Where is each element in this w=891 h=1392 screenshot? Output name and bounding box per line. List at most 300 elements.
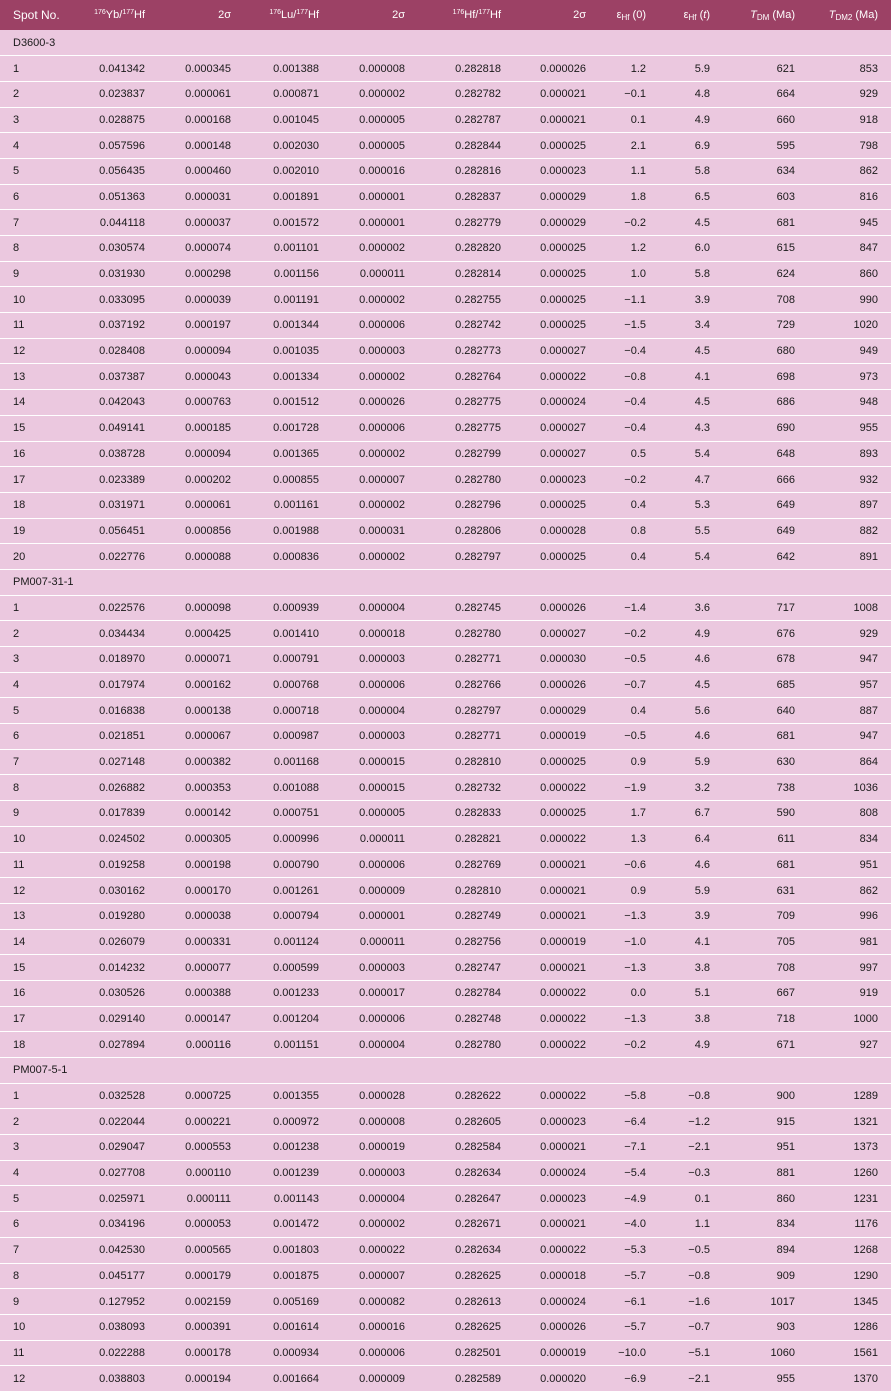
cell-tdm2: 1036 — [853, 781, 878, 794]
cell-tdm: 590 — [776, 807, 795, 820]
cell-yb-hf: 0.049141 — [99, 422, 145, 435]
cell-tdm2: 1020 — [853, 319, 878, 332]
cell-epsilon-hf-0: 0.1 — [630, 113, 646, 126]
table-row — [0, 1109, 891, 1135]
cell-epsilon-hf-0: −1.3 — [624, 961, 646, 974]
cell-spot: 4 — [13, 1167, 20, 1180]
cell-spot: 13 — [13, 370, 26, 383]
cell-epsilon-hf-0: 0.4 — [630, 550, 646, 563]
cell-2sigma-hf: 0.000026 — [540, 1321, 586, 1334]
cell-2sigma-lu: 0.000004 — [359, 601, 405, 614]
cell-2sigma-hf: 0.000025 — [540, 807, 586, 820]
cell-yb-hf: 0.045177 — [99, 1269, 145, 1282]
cell-spot: 8 — [13, 1269, 20, 1282]
cell-lu-hf: 0.001035 — [273, 345, 319, 358]
cell-yb-hf: 0.127952 — [99, 1295, 145, 1308]
cell-2sigma-yb: 0.000074 — [185, 242, 231, 255]
table-row — [0, 1083, 891, 1109]
table-row — [0, 364, 891, 390]
cell-2sigma-lu: 0.000026 — [359, 396, 405, 409]
cell-2sigma-hf: 0.000022 — [540, 987, 586, 1000]
cell-tdm2: 947 — [859, 653, 878, 666]
cell-hf-hf: 0.282780 — [455, 1038, 501, 1051]
cell-hf-hf: 0.282814 — [455, 268, 501, 281]
table-row — [0, 1263, 891, 1289]
cell-yb-hf: 0.018970 — [99, 653, 145, 666]
cell-yb-hf: 0.021851 — [99, 730, 145, 743]
table-row — [0, 826, 891, 852]
cell-2sigma-lu: 0.000019 — [359, 1141, 405, 1154]
cell-tdm: 631 — [776, 884, 795, 897]
cell-hf-hf: 0.282844 — [455, 139, 501, 152]
cell-tdm2: 951 — [859, 858, 878, 871]
cell-hf-hf: 0.282634 — [455, 1244, 501, 1257]
cell-2sigma-lu: 0.000008 — [359, 1115, 405, 1128]
cell-tdm2: 897 — [859, 499, 878, 512]
cell-yb-hf: 0.022044 — [99, 1115, 145, 1128]
cell-yb-hf: 0.033095 — [99, 293, 145, 306]
cell-spot: 9 — [13, 268, 20, 281]
cell-spot: 11 — [13, 858, 25, 871]
cell-hf-hf: 0.282747 — [455, 961, 501, 974]
cell-epsilon-hf-t: −0.7 — [688, 1321, 710, 1334]
cell-2sigma-hf: 0.000028 — [540, 524, 586, 537]
cell-tdm2: 932 — [859, 473, 878, 486]
cell-spot: 17 — [13, 473, 26, 486]
cell-2sigma-hf: 0.000021 — [540, 88, 586, 101]
col-epsilon-hf-t: $\varepsilon_{Hf}$ (t) — [683, 9, 710, 22]
cell-2sigma-yb: 0.000162 — [185, 679, 231, 692]
cell-tdm: 705 — [776, 935, 795, 948]
cell-2sigma-yb: 0.000194 — [185, 1372, 231, 1385]
cell-spot: 1 — [13, 62, 20, 75]
cell-epsilon-hf-t: 3.6 — [694, 601, 710, 614]
cell-lu-hf: 0.000996 — [273, 833, 319, 846]
table-row — [0, 595, 891, 621]
cell-2sigma-lu: 0.000003 — [359, 961, 405, 974]
cell-yb-hf: 0.026882 — [99, 781, 145, 794]
cell-2sigma-yb: 0.000061 — [185, 88, 231, 101]
table-row — [0, 1006, 891, 1032]
cell-tdm2: 1289 — [853, 1090, 878, 1103]
cell-tdm2: 862 — [859, 165, 878, 178]
cell-lu-hf: 0.001151 — [273, 1038, 319, 1051]
table-row — [0, 621, 891, 647]
cell-tdm: 648 — [776, 447, 795, 460]
cell-tdm2: 918 — [859, 113, 878, 126]
cell-epsilon-hf-0: −0.2 — [624, 473, 646, 486]
cell-lu-hf: 0.000768 — [273, 679, 319, 692]
cell-epsilon-hf-0: −0.1 — [624, 88, 646, 101]
cell-hf-hf: 0.282771 — [455, 730, 501, 743]
cell-2sigma-lu: 0.000001 — [359, 910, 405, 923]
cell-epsilon-hf-0: −5.3 — [624, 1244, 646, 1257]
cell-hf-hf: 0.282810 — [455, 756, 501, 769]
cell-2sigma-lu: 0.000002 — [359, 88, 405, 101]
cell-spot: 16 — [13, 447, 26, 460]
cell-spot: 20 — [13, 550, 26, 563]
cell-spot: 18 — [13, 1038, 26, 1051]
cell-epsilon-hf-0: −6.4 — [624, 1115, 646, 1128]
cell-epsilon-hf-t: 4.5 — [694, 679, 710, 692]
cell-hf-hf: 0.282818 — [455, 62, 501, 75]
cell-2sigma-lu: 0.000006 — [359, 422, 405, 435]
cell-lu-hf: 0.000972 — [273, 1115, 319, 1128]
cell-2sigma-yb: 0.000391 — [185, 1321, 231, 1334]
cell-epsilon-hf-0: −0.2 — [624, 627, 646, 640]
cell-2sigma-hf: 0.000021 — [540, 910, 586, 923]
cell-tdm2: 948 — [859, 396, 878, 409]
cell-tdm: 681 — [776, 730, 795, 743]
cell-yb-hf: 0.019280 — [99, 910, 145, 923]
cell-spot: 11 — [13, 1346, 25, 1359]
cell-spot: 5 — [13, 704, 20, 717]
cell-2sigma-lu: 0.000007 — [359, 473, 405, 486]
cell-2sigma-lu: 0.000028 — [359, 1090, 405, 1103]
cell-tdm2: 864 — [859, 756, 878, 769]
cell-2sigma-yb: 0.000331 — [185, 935, 231, 948]
cell-spot: 14 — [13, 935, 26, 948]
cell-2sigma-lu: 0.000082 — [359, 1295, 405, 1308]
col-2sigma-lu: 2σ — [392, 9, 405, 21]
cell-2sigma-hf: 0.000027 — [540, 447, 586, 460]
cell-epsilon-hf-0: −0.6 — [624, 858, 646, 871]
cell-epsilon-hf-t: 5.8 — [694, 165, 710, 178]
table-row — [0, 1366, 891, 1392]
cell-tdm2: 808 — [859, 807, 878, 820]
sample-group-row — [0, 30, 891, 56]
cell-2sigma-lu: 0.000017 — [359, 987, 405, 1000]
cell-2sigma-lu: 0.000005 — [359, 807, 405, 820]
cell-2sigma-yb: 0.000353 — [185, 781, 231, 794]
cell-yb-hf: 0.027894 — [99, 1038, 145, 1051]
table-row — [0, 647, 891, 673]
cell-tdm: 903 — [776, 1321, 795, 1334]
cell-tdm: 595 — [776, 139, 795, 152]
cell-epsilon-hf-0: −1.5 — [624, 319, 646, 332]
cell-tdm: 666 — [776, 473, 795, 486]
cell-yb-hf: 0.023389 — [99, 473, 145, 486]
table-row — [0, 672, 891, 698]
cell-2sigma-yb: 0.000061 — [185, 499, 231, 512]
cell-yb-hf: 0.042530 — [99, 1244, 145, 1257]
table-row — [0, 338, 891, 364]
cell-lu-hf: 0.001168 — [273, 756, 319, 769]
cell-2sigma-lu: 0.000002 — [359, 499, 405, 512]
cell-epsilon-hf-t: 5.6 — [694, 704, 710, 717]
cell-2sigma-yb: 0.002159 — [185, 1295, 231, 1308]
cell-tdm: 678 — [776, 653, 795, 666]
cell-hf-hf: 0.282784 — [455, 987, 501, 1000]
cell-spot: 7 — [13, 216, 20, 229]
cell-tdm: 915 — [776, 1115, 795, 1128]
cell-lu-hf: 0.001191 — [273, 293, 319, 306]
cell-tdm: 718 — [776, 1012, 795, 1025]
cell-tdm: 681 — [776, 216, 795, 229]
cell-lu-hf: 0.001472 — [273, 1218, 319, 1231]
cell-2sigma-hf: 0.000024 — [540, 1167, 586, 1180]
cell-hf-hf: 0.282755 — [455, 293, 501, 306]
cell-2sigma-yb: 0.000147 — [185, 1012, 231, 1025]
cell-hf-hf: 0.282797 — [455, 550, 501, 563]
cell-2sigma-hf: 0.000027 — [540, 345, 586, 358]
cell-tdm: 738 — [776, 781, 795, 794]
cell-tdm2: 957 — [859, 679, 878, 692]
cell-yb-hf: 0.042043 — [99, 396, 145, 409]
cell-2sigma-lu: 0.000006 — [359, 679, 405, 692]
cell-epsilon-hf-t: 4.6 — [694, 653, 710, 666]
cell-epsilon-hf-0: −0.2 — [624, 1038, 646, 1051]
cell-hf-hf: 0.282742 — [455, 319, 501, 332]
cell-yb-hf: 0.022576 — [99, 601, 145, 614]
cell-epsilon-hf-t: 3.4 — [694, 319, 710, 332]
cell-epsilon-hf-t: 6.7 — [694, 807, 710, 820]
cell-lu-hf: 0.001614 — [273, 1321, 319, 1334]
cell-tdm2: 1268 — [853, 1244, 878, 1257]
cell-tdm: 624 — [776, 268, 795, 281]
cell-epsilon-hf-0: −5.8 — [624, 1090, 646, 1103]
table-row — [0, 903, 891, 929]
cell-yb-hf: 0.041342 — [99, 62, 145, 75]
cell-epsilon-hf-t: 4.9 — [694, 113, 710, 126]
cell-epsilon-hf-0: 1.3 — [630, 833, 646, 846]
cell-2sigma-lu: 0.000003 — [359, 1167, 405, 1180]
cell-2sigma-lu: 0.000011 — [359, 935, 405, 948]
cell-2sigma-yb: 0.000094 — [185, 447, 231, 460]
cell-2sigma-lu: 0.000016 — [359, 1321, 405, 1334]
cell-2sigma-hf: 0.000026 — [540, 62, 586, 75]
cell-spot: 3 — [13, 653, 20, 666]
cell-epsilon-hf-0: 0.0 — [630, 987, 646, 1000]
cell-2sigma-lu: 0.000002 — [359, 370, 405, 383]
cell-2sigma-lu: 0.000002 — [359, 447, 405, 460]
cell-2sigma-hf: 0.000022 — [540, 1090, 586, 1103]
cell-epsilon-hf-t: 4.5 — [694, 396, 710, 409]
cell-2sigma-yb: 0.000053 — [185, 1218, 231, 1231]
sample-group-row — [0, 1058, 891, 1084]
cell-tdm: 660 — [776, 113, 795, 126]
cell-2sigma-hf: 0.000025 — [540, 293, 586, 306]
cell-tdm: 681 — [776, 858, 795, 871]
cell-epsilon-hf-t: 4.3 — [694, 422, 710, 435]
table-row — [0, 467, 891, 493]
cell-tdm: 1060 — [770, 1346, 795, 1359]
cell-tdm: 955 — [776, 1372, 795, 1385]
cell-tdm: 676 — [776, 627, 795, 640]
table-body — [0, 30, 891, 1391]
cell-hf-hf: 0.282732 — [455, 781, 501, 794]
cell-hf-hf: 0.282756 — [455, 935, 501, 948]
cell-2sigma-hf: 0.000021 — [540, 113, 586, 126]
cell-epsilon-hf-t: 6.4 — [694, 833, 710, 846]
cell-2sigma-lu: 0.000022 — [359, 1244, 405, 1257]
cell-2sigma-hf: 0.000027 — [540, 627, 586, 640]
table-row — [0, 107, 891, 133]
cell-tdm: 708 — [776, 293, 795, 306]
cell-2sigma-hf: 0.000026 — [540, 601, 586, 614]
cell-hf-hf: 0.282787 — [455, 113, 501, 126]
col-2sigma-yb: 2σ — [218, 9, 231, 21]
cell-2sigma-lu: 0.000011 — [359, 833, 405, 846]
cell-2sigma-yb: 0.000170 — [185, 884, 231, 897]
cell-epsilon-hf-t: −0.3 — [688, 1167, 710, 1180]
cell-2sigma-yb: 0.000111 — [186, 1192, 231, 1205]
cell-spot: 5 — [13, 165, 20, 178]
cell-tdm2: 893 — [859, 447, 878, 460]
cell-tdm: 686 — [776, 396, 795, 409]
cell-yb-hf: 0.019258 — [99, 858, 145, 871]
cell-hf-hf: 0.282647 — [455, 1192, 501, 1205]
cell-yb-hf: 0.031971 — [99, 499, 145, 512]
cell-epsilon-hf-t: 6.0 — [694, 242, 710, 255]
cell-lu-hf: 0.001988 — [273, 524, 319, 537]
cell-epsilon-hf-t: 0.1 — [694, 1192, 710, 1205]
cell-spot: 7 — [13, 756, 20, 769]
cell-epsilon-hf-0: 0.9 — [630, 884, 646, 897]
cell-hf-hf: 0.282589 — [455, 1372, 501, 1385]
cell-epsilon-hf-t: −0.8 — [688, 1090, 710, 1103]
cell-hf-hf: 0.282766 — [455, 679, 501, 692]
cell-spot: 10 — [13, 1321, 26, 1334]
cell-hf-hf: 0.282779 — [455, 216, 501, 229]
col-epsilon-hf-0: $\varepsilon_{Hf}$ (0) — [616, 9, 646, 22]
cell-2sigma-lu: 0.000018 — [359, 627, 405, 640]
cell-tdm2: 919 — [859, 987, 878, 1000]
cell-spot: 1 — [13, 1090, 20, 1103]
cell-epsilon-hf-t: 5.8 — [694, 268, 710, 281]
cell-2sigma-yb: 0.000221 — [185, 1115, 231, 1128]
cell-epsilon-hf-0: −0.4 — [624, 345, 646, 358]
cell-epsilon-hf-0: 1.0 — [630, 268, 646, 281]
cell-yb-hf: 0.025971 — [99, 1192, 145, 1205]
cell-tdm2: 1000 — [853, 1012, 878, 1025]
table-row — [0, 749, 891, 775]
cell-tdm2: 973 — [859, 370, 878, 383]
cell-2sigma-lu: 0.000006 — [359, 858, 405, 871]
cell-2sigma-hf: 0.000021 — [540, 884, 586, 897]
table-row — [0, 133, 891, 159]
cell-2sigma-lu: 0.000006 — [359, 319, 405, 332]
cell-hf-hf: 0.282605 — [455, 1115, 501, 1128]
cell-epsilon-hf-t: 4.9 — [694, 627, 710, 640]
cell-tdm2: 847 — [859, 242, 878, 255]
cell-hf-hf: 0.282775 — [455, 396, 501, 409]
cell-2sigma-hf: 0.000030 — [540, 653, 586, 666]
cell-epsilon-hf-t: −5.1 — [688, 1346, 710, 1359]
cell-epsilon-hf-t: 4.1 — [694, 935, 710, 948]
cell-2sigma-yb: 0.000856 — [185, 524, 231, 537]
cell-tdm2: 798 — [859, 139, 878, 152]
cell-spot: 16 — [13, 987, 26, 1000]
cell-lu-hf: 0.000794 — [273, 910, 319, 923]
cell-spot: 17 — [13, 1012, 26, 1025]
col-tdm2: $T_{DM2}$ (Ma) — [828, 9, 878, 22]
cell-epsilon-hf-0: 0.9 — [630, 756, 646, 769]
cell-2sigma-yb: 0.000425 — [185, 627, 231, 640]
cell-epsilon-hf-0: −0.8 — [624, 370, 646, 383]
cell-spot: 9 — [13, 1295, 20, 1308]
table-row — [0, 724, 891, 750]
cell-2sigma-hf: 0.000022 — [540, 1244, 586, 1257]
cell-epsilon-hf-0: 0.4 — [630, 499, 646, 512]
cell-hf-hf: 0.282613 — [455, 1295, 501, 1308]
cell-epsilon-hf-t: 5.4 — [694, 550, 710, 563]
cell-epsilon-hf-t: 4.1 — [694, 370, 710, 383]
cell-tdm2: 882 — [859, 524, 878, 537]
cell-2sigma-yb: 0.000460 — [185, 165, 231, 178]
cell-yb-hf: 0.023837 — [99, 88, 145, 101]
cell-hf-hf: 0.282769 — [455, 858, 501, 871]
cell-2sigma-hf: 0.000025 — [540, 499, 586, 512]
cell-spot: 8 — [13, 242, 20, 255]
cell-2sigma-hf: 0.000029 — [540, 190, 586, 203]
cell-yb-hf: 0.029047 — [99, 1141, 145, 1154]
cell-yb-hf: 0.044118 — [99, 216, 145, 229]
cell-lu-hf: 0.001355 — [273, 1090, 319, 1103]
cell-tdm2: 1260 — [853, 1167, 878, 1180]
cell-2sigma-hf: 0.000029 — [540, 216, 586, 229]
cell-yb-hf: 0.027708 — [99, 1167, 145, 1180]
cell-tdm: 603 — [776, 190, 795, 203]
cell-2sigma-yb: 0.000038 — [185, 910, 231, 923]
cell-2sigma-hf: 0.000018 — [540, 1269, 586, 1282]
cell-epsilon-hf-t: 5.5 — [694, 524, 710, 537]
cell-epsilon-hf-0: −0.7 — [624, 679, 646, 692]
cell-2sigma-hf: 0.000024 — [540, 396, 586, 409]
cell-spot: 3 — [13, 1141, 20, 1154]
cell-yb-hf: 0.037192 — [99, 319, 145, 332]
cell-epsilon-hf-t: 4.7 — [694, 473, 710, 486]
cell-yb-hf: 0.031930 — [99, 268, 145, 281]
cell-epsilon-hf-0: −4.9 — [624, 1192, 646, 1205]
cell-hf-hf: 0.282799 — [455, 447, 501, 460]
cell-tdm2: 862 — [859, 884, 878, 897]
cell-epsilon-hf-0: −5.7 — [624, 1321, 646, 1334]
cell-2sigma-hf: 0.000027 — [540, 422, 586, 435]
cell-epsilon-hf-t: 5.9 — [694, 884, 710, 897]
cell-tdm2: 1373 — [853, 1141, 878, 1154]
cell-2sigma-yb: 0.000110 — [185, 1167, 231, 1180]
cell-spot: 2 — [13, 627, 20, 640]
cell-yb-hf: 0.056451 — [99, 524, 145, 537]
cell-epsilon-hf-t: −1.6 — [688, 1295, 710, 1308]
cell-epsilon-hf-0: −1.0 — [624, 935, 646, 948]
table-row — [0, 210, 891, 236]
cell-epsilon-hf-0: −1.3 — [624, 910, 646, 923]
cell-tdm: 611 — [777, 833, 795, 846]
cell-yb-hf: 0.022288 — [99, 1346, 145, 1359]
table-row — [0, 698, 891, 724]
cell-lu-hf: 0.001124 — [273, 935, 319, 948]
cell-epsilon-hf-0: −4.0 — [624, 1218, 646, 1231]
cell-hf-hf: 0.282775 — [455, 422, 501, 435]
cell-epsilon-hf-t: 4.9 — [694, 1038, 710, 1051]
cell-2sigma-hf: 0.000022 — [540, 833, 586, 846]
cell-lu-hf: 0.001156 — [273, 268, 319, 281]
cell-tdm: 630 — [776, 756, 795, 769]
cell-2sigma-yb: 0.000202 — [185, 473, 231, 486]
cell-2sigma-yb: 0.000382 — [185, 756, 231, 769]
table-row — [0, 184, 891, 210]
cell-hf-hf: 0.282820 — [455, 242, 501, 255]
cell-lu-hf: 0.001803 — [273, 1244, 319, 1257]
cell-epsilon-hf-0: 1.2 — [630, 242, 646, 255]
cell-lu-hf: 0.001204 — [273, 1012, 319, 1025]
cell-epsilon-hf-t: 3.9 — [694, 293, 710, 306]
cell-spot: 19 — [13, 524, 26, 537]
cell-spot: 18 — [13, 499, 26, 512]
cell-epsilon-hf-0: −0.4 — [624, 396, 646, 409]
